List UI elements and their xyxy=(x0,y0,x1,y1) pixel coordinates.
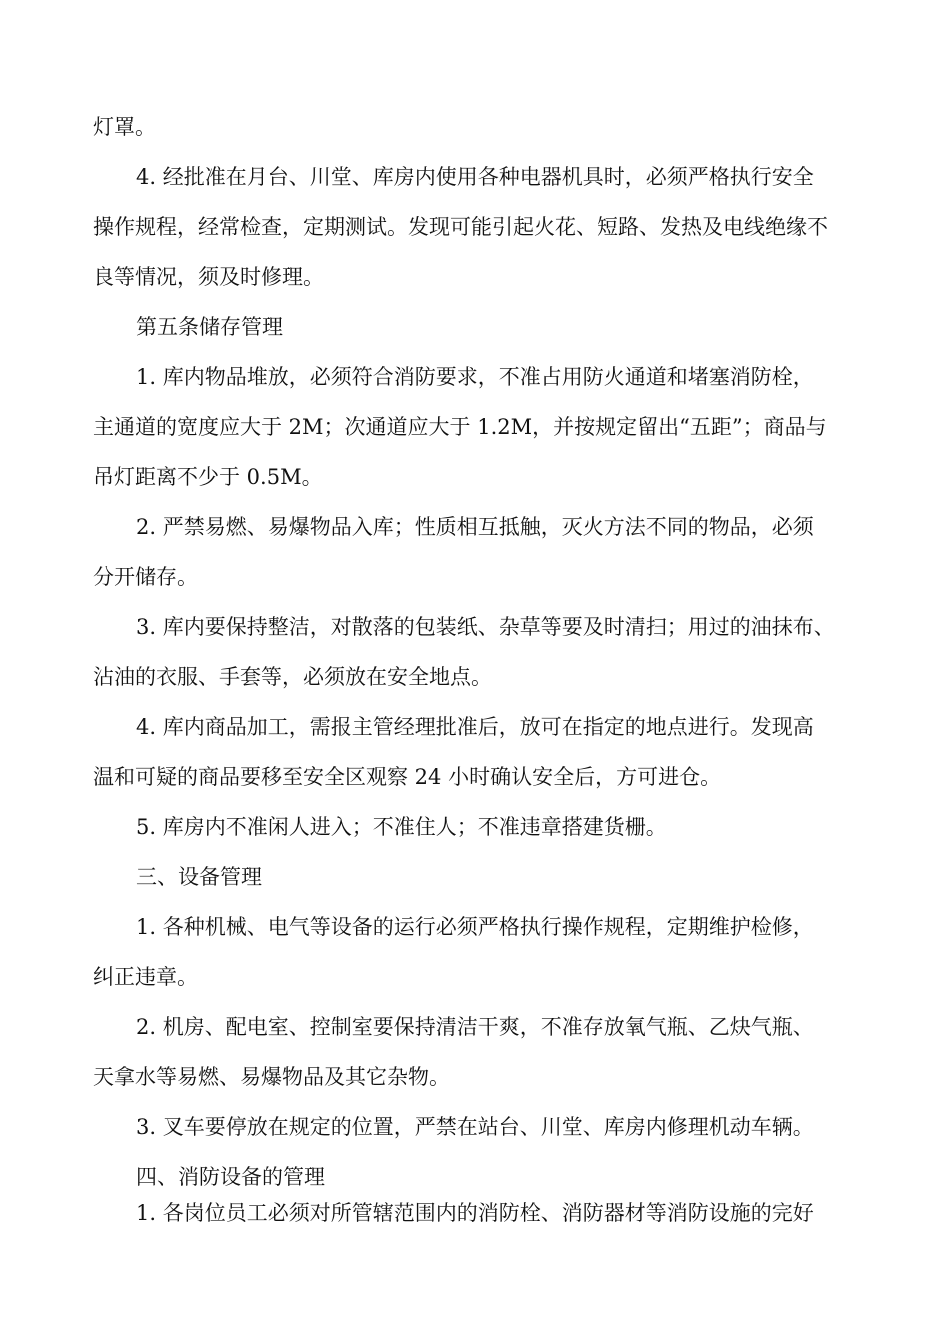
text-line: 操作规程，经常检查，定期测试。发现可能引起火花、短路、发热及电线绝缘不 xyxy=(93,215,828,239)
text-line: 灯罩。 xyxy=(93,115,156,139)
text-line: 4. 库内商品加工，需报主管经理批准后，放可在指定的地点进行。发现高 xyxy=(136,715,814,739)
text-line: 天拿水等易燃、易爆物品及其它杂物。 xyxy=(93,1065,450,1089)
section-heading: 三、设备管理 xyxy=(136,865,262,889)
text-line: 2. 严禁易燃、易爆物品入库；性质相互抵触，灭火方法不同的物品，必须 xyxy=(136,515,814,539)
text-line: 3. 叉车要停放在规定的位置，严禁在站台、川堂、库房内修理机动车辆。 xyxy=(136,1115,814,1139)
section-heading: 四、消防设备的管理 xyxy=(136,1165,325,1189)
text-line: 沾油的衣服、手套等，必须放在安全地点。 xyxy=(93,665,492,689)
section-heading: 第五条储存管理 xyxy=(136,315,283,339)
text-line: 吊灯距离不少于 0.5M。 xyxy=(93,465,323,489)
text-line: 良等情况，须及时修理。 xyxy=(93,265,324,289)
text-line: 1. 各岗位员工必须对所管辖范围内的消防栓、消防器材等消防设施的完好 xyxy=(136,1201,814,1225)
text-line: 5. 库房内不准闲人进入；不准住人；不准违章搭建货栅。 xyxy=(136,815,667,839)
text-line: 分开储存。 xyxy=(93,565,198,589)
text-line: 2. 机房、配电室、控制室要保持清洁干爽，不准存放氧气瓶、乙炔气瓶、 xyxy=(136,1015,814,1039)
text-line: 主通道的宽度应大于 2M；次通道应大于 1.2M，并按规定留出“五距”；商品与 xyxy=(93,415,827,439)
text-line: 1. 各种机械、电气等设备的运行必须严格执行操作规程，定期维护检修， xyxy=(136,915,814,939)
text-line: 纠正违章。 xyxy=(93,965,198,989)
text-line: 3. 库内要保持整洁，对散落的包装纸、杂草等要及时清扫；用过的油抹布、 xyxy=(136,615,835,639)
text-line: 1. 库内物品堆放，必须符合消防要求，不准占用防火通道和堵塞消防栓， xyxy=(136,365,814,389)
text-line: 温和可疑的商品要移至安全区观察 24 小时确认安全后，方可进仓。 xyxy=(93,765,722,789)
text-line: 4. 经批准在月台、川堂、库房内使用各种电器机具时，必须严格执行安全 xyxy=(136,165,814,189)
